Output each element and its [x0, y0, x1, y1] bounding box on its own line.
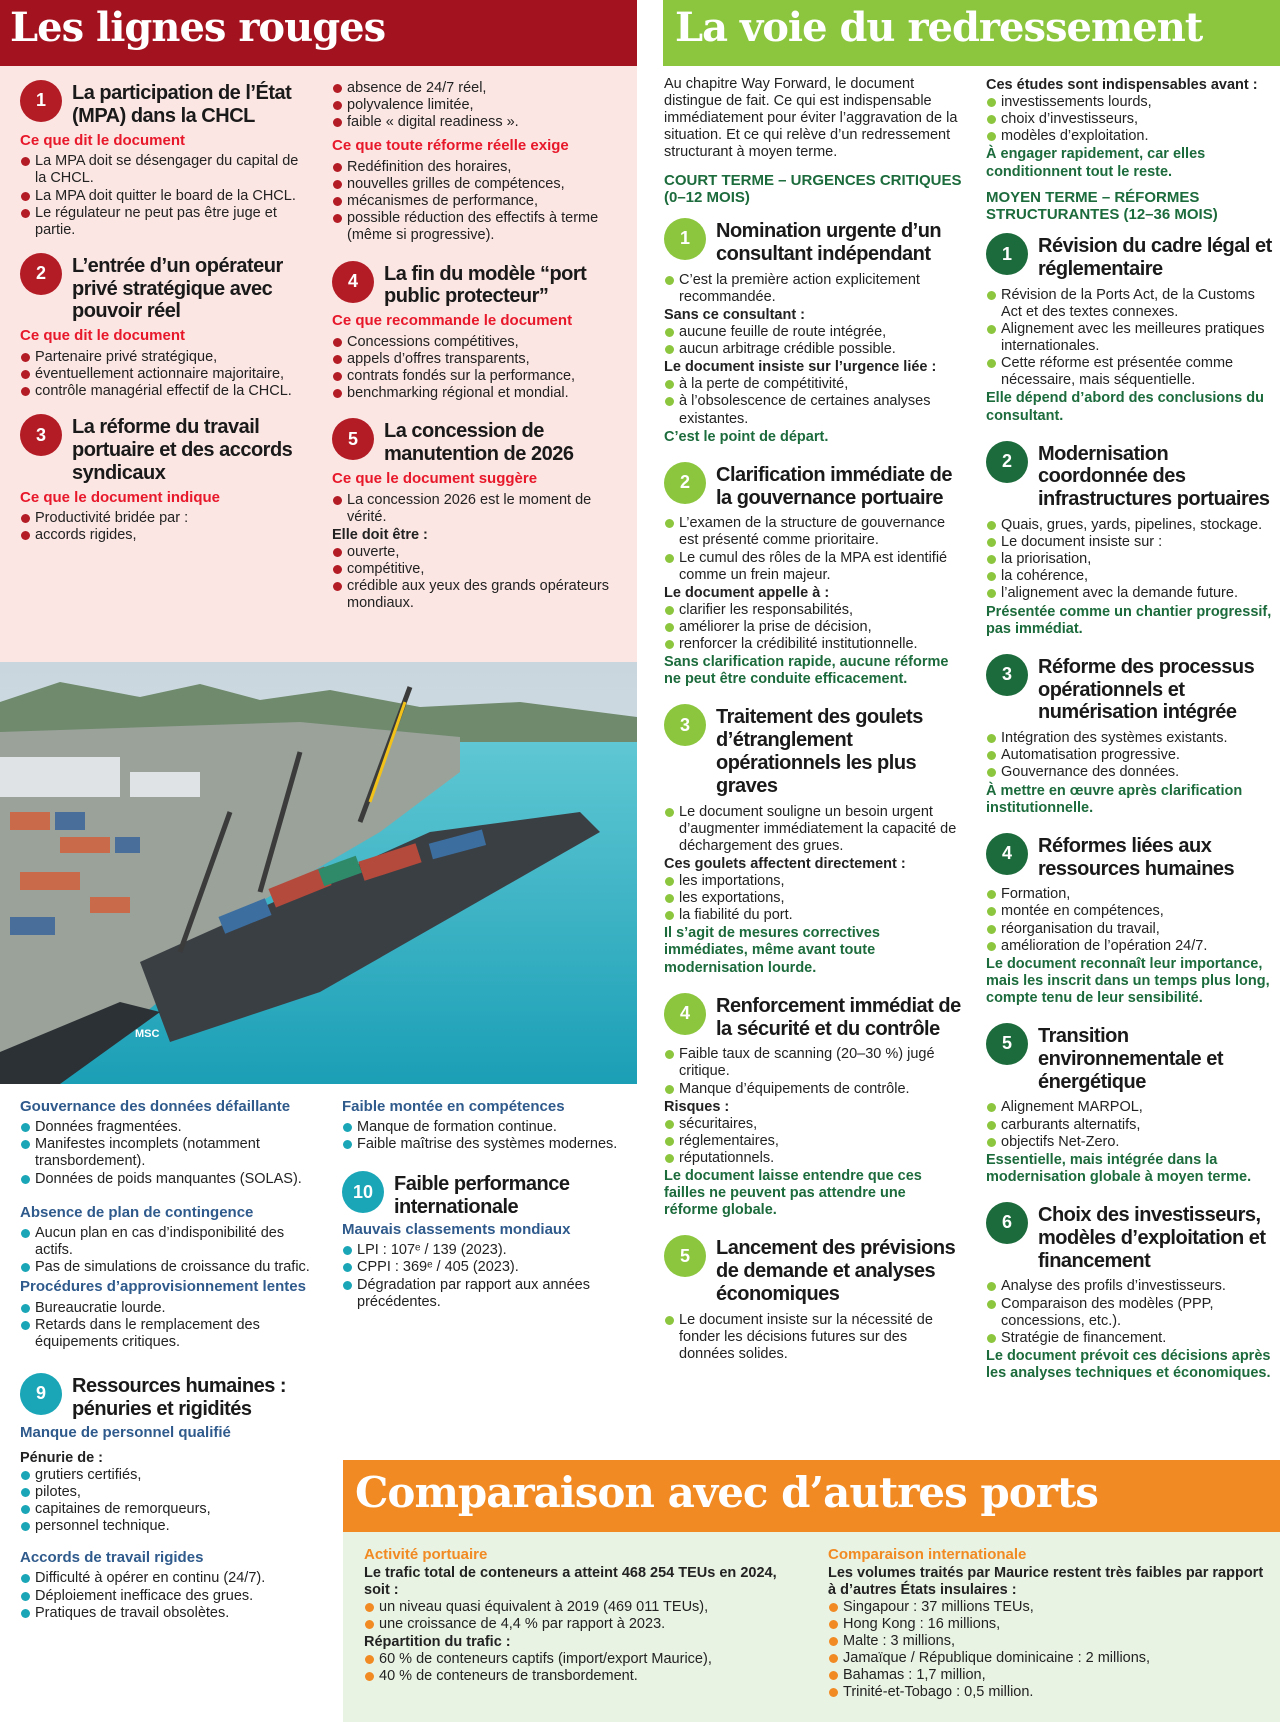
item-title: Transition environnementale et énergétique	[1038, 1025, 1224, 1093]
bullet-list	[664, 804, 962, 855]
intro-text: Au chapitre Way Forward, le document distingue de fait. Ce qui est indispensable immédiatement pour éviter l’aggravation de la situation. Et ce qui relève d’un redressement structurant à moyen terme.	[664, 76, 958, 161]
list-item: modèles d’exploitation.	[986, 128, 1276, 145]
mid-item-6	[986, 1202, 1276, 1272]
ship-label: MSC	[135, 1028, 160, 1040]
bullet-list	[986, 94, 1276, 145]
right-col1	[664, 76, 962, 1363]
number-badge: 2	[664, 462, 706, 504]
compare-banner: Comparaison avec d’autres ports	[343, 1460, 1280, 1532]
list-item: accords rigides,	[20, 527, 310, 544]
number-badge: 1	[986, 233, 1028, 275]
section-heading: Accords de travail rigides	[20, 1549, 204, 1567]
conclusion: Le document reconnaît leur importance, mais les inscrit dans un temps plus long, compte tenu de leur sensibilité.	[986, 955, 1270, 1006]
list-item: nouvelles grilles de compétences,	[332, 176, 622, 193]
list-item: mécanismes de performance,	[332, 193, 622, 210]
short-item-3	[664, 704, 962, 797]
item-sub: Ce que dit le document	[20, 327, 186, 345]
list-item: Difficulté à opérer en continu (24/7).	[20, 1570, 310, 1587]
bullet-list	[342, 1119, 632, 1153]
list-item: Manque d’équipements de contrôle.	[664, 1081, 962, 1098]
item-title: L’entrée d’un opérateur privé stratégique avec pouvoir réel	[72, 254, 283, 323]
section-heading: MOYEN TERME – RÉFORMES STRUCTURANTES (12–36 MOIS)	[986, 188, 1218, 223]
list-item: Stratégie de financement.	[986, 1330, 1276, 1347]
list-item: clarifier les responsabilités,	[664, 602, 962, 619]
compare-right	[828, 1546, 1268, 1702]
list-item: Dégradation par rapport aux années précédentes.	[342, 1277, 632, 1311]
section-heading: COURT TERME – URGENCES CRITIQUES (0–12 MOIS)	[664, 171, 962, 206]
bullet-list	[664, 873, 962, 924]
mid-item-5	[986, 1023, 1276, 1093]
list-item: à la perte de compétitivité,	[664, 376, 962, 393]
conclusion: Essentielle, mais intégrée dans la modernisation globale à moyen terme.	[986, 1151, 1252, 1185]
bullet-list	[986, 730, 1276, 781]
bullet-list	[986, 1099, 1276, 1150]
item-title: Choix des investisseurs, modèles d’exploitation et financement	[1038, 1204, 1266, 1272]
mid-item-1	[986, 233, 1276, 281]
list-item: Déploiement inefficace des grues.	[20, 1588, 310, 1605]
list-item: Partenaire privé stratégique,	[20, 349, 310, 366]
list-item: Analyse des profils d’investisseurs.	[986, 1278, 1276, 1295]
item-title: Traitement des goulets d’étranglement opérationnels les plus graves	[716, 706, 923, 797]
list-item: éventuellement actionnaire majoritaire,	[20, 366, 310, 383]
item-title: Clarification immédiate de la gouvernance portuaire	[716, 463, 952, 509]
section-heading: Procédures d’approvisionnement lentes	[20, 1278, 306, 1296]
list-item: faible « digital readiness ».	[332, 114, 622, 131]
list-item: les importations,	[664, 873, 962, 890]
list-item: Comparaison des modèles (PPP, concessions, etc.).	[986, 1296, 1276, 1330]
bullet-list	[20, 1570, 310, 1621]
list-item: aucune feuille de route intégrée,	[664, 324, 962, 341]
item-2	[20, 253, 310, 323]
bullet-list	[828, 1599, 1268, 1702]
bullet-list	[664, 1312, 962, 1363]
list-item: Pratiques de travail obsolètes.	[20, 1605, 310, 1622]
number-badge: 2	[20, 253, 62, 295]
item-title: Faible performance internationale	[394, 1173, 570, 1219]
bullet-list	[364, 1651, 794, 1685]
list-item: Intégration des systèmes existants.	[986, 730, 1276, 747]
number-badge: 3	[20, 414, 62, 456]
list-item: Singapour : 37 millions TEUs,	[828, 1599, 1268, 1616]
bullet-list	[342, 1242, 632, 1310]
number-badge: 5	[332, 418, 374, 460]
section-heading: Mauvais classements mondiaux	[342, 1221, 571, 1239]
bullet-list	[332, 544, 622, 612]
conclusion: Le document laisse entendre que ces failles ne peuvent pas attendre une réforme globale.	[664, 1168, 922, 1219]
item-label: Répartition du trafic :	[364, 1634, 511, 1651]
conclusion: Le document prévoit ces décisions après les analyses techniques et économiques.	[986, 1347, 1271, 1381]
item-label: Elle doit être :	[332, 526, 428, 543]
bullet-list	[986, 886, 1276, 954]
item-title: La fin du modèle “port public protecteur”	[384, 262, 587, 308]
item-sub: Ce que le document indique	[20, 488, 221, 506]
number-badge: 1	[664, 218, 706, 260]
item-title: Réformes liées aux ressources humaines	[1038, 834, 1235, 880]
conclusion: À engager rapidement, car elles conditionnent tout le reste.	[986, 146, 1206, 180]
conclusion: Sans clarification rapide, aucune réforme ne peut être conduite efficacement.	[664, 654, 949, 688]
item-1	[20, 80, 310, 128]
conclusion: Elle dépend d’abord des conclusions du consultant.	[986, 390, 1264, 424]
list-item: carburants alternatifs,	[986, 1117, 1276, 1134]
left-col2	[332, 80, 622, 612]
list-item: La concession 2026 est le moment de vérité.	[332, 492, 622, 526]
bullet-list	[986, 1278, 1276, 1346]
bullet-list	[20, 510, 310, 544]
mid-item-3	[986, 654, 1276, 724]
list-item: Données de poids manquantes (SOLAS).	[20, 1171, 310, 1188]
list-item: améliorer la prise de décision,	[664, 619, 962, 636]
list-item: C’est la première action explicitement recommandée.	[664, 272, 962, 306]
section-heading: Gouvernance des données défaillante	[20, 1098, 291, 1115]
conclusion: C’est le point de départ.	[664, 428, 829, 445]
number-badge: 2	[986, 441, 1028, 483]
mid-item-4	[986, 833, 1276, 881]
number-badge: 4	[664, 993, 706, 1035]
bullet-list	[664, 602, 962, 653]
list-item: Pas de simulations de croissance du trafic.	[20, 1259, 310, 1276]
list-item: Quais, grues, yards, pipelines, stockage.	[986, 517, 1276, 534]
list-item: Aucun plan en cas d’indisponibilité des actifs.	[20, 1225, 310, 1259]
lower-left-col1	[20, 1098, 310, 1622]
number-badge: 4	[986, 833, 1028, 875]
list-item: les exportations,	[664, 890, 962, 907]
item-sub: Ce que dit le document	[20, 131, 186, 149]
list-item: La MPA doit quitter le board de la CHCL.	[20, 188, 310, 205]
list-item: objectifs Net-Zero.	[986, 1134, 1276, 1151]
list-item: possible réduction des effectifs à terme (même si progressive).	[332, 210, 622, 244]
item-label: Le document insiste sur l’urgence liée :	[664, 359, 937, 376]
list-item: à l’obsolescence de certaines analyses existantes.	[664, 393, 962, 427]
item-label: Ces goulets affectent directement :	[664, 855, 906, 872]
list-item: Le cumul des rôles de la MPA est identifié comme un frein majeur.	[664, 550, 962, 584]
list-item: Alignement avec les meilleures pratiques internationales.	[986, 321, 1276, 355]
list-item: Gouvernance des données.	[986, 764, 1276, 781]
list-item: réorganisation du travail,	[986, 921, 1276, 938]
list-item: montée en compétences,	[986, 903, 1276, 920]
list-item: Automatisation progressive.	[986, 747, 1276, 764]
list-item: choix d’investisseurs,	[986, 111, 1276, 128]
item-title: La concession de manutention de 2026	[384, 420, 574, 466]
list-item: ouverte,	[332, 544, 622, 561]
intro-text: Les volumes traités par Maurice restent très faibles par rapport à d’autres États insulaires :	[828, 1564, 1264, 1598]
number-badge: 5	[986, 1023, 1028, 1065]
list-item: benchmarking régional et mondial.	[332, 385, 622, 402]
list-item: Le document souligne un besoin urgent d’augmenter immédiatement la capacité de déchargement des grues.	[664, 804, 962, 855]
mid-item-2	[986, 441, 1276, 511]
item-title: Révision du cadre légal et réglementaire	[1038, 235, 1272, 280]
bullet-list	[20, 1225, 310, 1276]
list-item: renforcer la crédibilité institutionnelle.	[664, 636, 962, 653]
bullet-list	[332, 159, 622, 245]
bullet-list	[664, 1116, 962, 1167]
number-badge: 3	[664, 704, 706, 746]
list-item: un niveau quasi équivalent à 2019 (469 011 TEUs),	[364, 1599, 794, 1616]
conclusion: Présentée comme un chantier progressif, pas immédiat.	[986, 603, 1272, 637]
list-item: réglementaires,	[664, 1133, 962, 1150]
bullet-list	[332, 492, 622, 526]
item-label: Ces études sont indispensables avant :	[986, 77, 1258, 93]
right-col2	[986, 76, 1276, 1382]
port-illustration	[0, 662, 637, 1084]
list-item: Cette réforme est présentée comme nécessaire, mais séquentielle.	[986, 355, 1276, 389]
item-title: Modernisation coordonnée des infrastructures portuaires	[1038, 442, 1270, 511]
bullet-list	[664, 324, 962, 358]
section-heading: Activité portuaire	[364, 1546, 488, 1563]
compare-left	[364, 1546, 794, 1685]
list-item: grutiers certifiés,	[20, 1467, 310, 1484]
short-item-4	[664, 993, 962, 1041]
item-4	[332, 261, 622, 309]
list-item: la priorisation,	[986, 551, 1276, 568]
conclusion: À mettre en œuvre après clarification institutionnelle.	[986, 782, 1243, 816]
number-badge: 10	[342, 1171, 384, 1213]
list-item: Productivité bridée par :	[20, 510, 310, 527]
item-title: Nomination urgente d’un consultant indépendant	[716, 220, 942, 265]
list-item: 40 % de conteneurs de transbordement.	[364, 1668, 794, 1685]
bullet-list	[664, 272, 962, 306]
bullet-list	[20, 1119, 310, 1187]
number-badge: 3	[986, 654, 1028, 696]
list-item: Faible taux de scanning (20–30 %) jugé critique.	[664, 1046, 962, 1080]
number-badge: 4	[332, 261, 374, 303]
number-badge: 1	[20, 80, 62, 122]
list-item: Manifestes incomplets (notamment transbordement).	[20, 1136, 310, 1170]
bullet-list	[664, 515, 962, 583]
list-item: Hong Kong : 16 millions,	[828, 1616, 1268, 1633]
list-item: aucun arbitrage crédible possible.	[664, 341, 962, 358]
item-title: Ressources humaines : pénuries et rigidités	[72, 1374, 287, 1420]
item-title: Lancement des prévisions de demande et analyses économiques	[716, 1237, 956, 1305]
number-badge: 9	[20, 1373, 62, 1415]
bullet-list	[20, 153, 310, 239]
bullet-list	[986, 517, 1276, 603]
list-item: crédible aux yeux des grands opérateurs mondiaux.	[332, 578, 622, 612]
list-item: Bahamas : 1,7 million,	[828, 1667, 1268, 1684]
list-item: Données fragmentées.	[20, 1119, 310, 1136]
section-heading: Faible montée en compétences	[342, 1098, 565, 1115]
item-label: Risques :	[664, 1098, 730, 1115]
list-item: Faible maîtrise des systèmes modernes.	[342, 1136, 632, 1153]
bullet-list	[20, 1467, 310, 1535]
item-label: Le document appelle à :	[664, 584, 830, 601]
list-item: une croissance de 4,4 % par rapport à 2023.	[364, 1616, 794, 1633]
bullet-list	[20, 1300, 310, 1351]
list-item: contrôle managérial effectif de la CHCL.	[20, 383, 310, 400]
list-item: personnel technique.	[20, 1518, 310, 1535]
section-heading: Comparaison internationale	[828, 1546, 1027, 1563]
list-item: Formation,	[986, 886, 1276, 903]
item-title: Réforme des processus opérationnels et numérisation intégrée	[1038, 655, 1255, 724]
item-3	[20, 414, 310, 484]
list-item: Le régulateur ne peut pas être juge et partie.	[20, 205, 310, 239]
list-item: Le document insiste sur la nécessité de fonder les décisions futures sur des données solides.	[664, 1312, 962, 1363]
section-heading: Manque de personnel qualifié	[20, 1424, 231, 1442]
list-item: sécuritaires,	[664, 1116, 962, 1133]
port-photo	[0, 662, 637, 1084]
list-item: Malte : 3 millions,	[828, 1633, 1268, 1650]
right-banner: La voie du redressement	[663, 0, 1280, 66]
item-9	[20, 1373, 310, 1421]
bullet-list	[364, 1599, 794, 1633]
list-item: la fiabilité du port.	[664, 907, 962, 924]
list-item: Bureaucratie lourde.	[20, 1300, 310, 1317]
intro-text: Le trafic total de conteneurs a atteint 468 254 TEUs en 2024, soit :	[364, 1564, 777, 1598]
number-badge: 5	[664, 1235, 706, 1277]
list-item: amélioration de l’opération 24/7.	[986, 938, 1276, 955]
lower-left-col2	[342, 1098, 632, 1311]
short-item-5	[664, 1235, 962, 1305]
list-item: l’alignement avec la demande future.	[986, 585, 1276, 602]
list-item: investissements lourds,	[986, 94, 1276, 111]
list-item: la cohérence,	[986, 568, 1276, 585]
list-item: compétitive,	[332, 561, 622, 578]
bullet-list	[20, 349, 310, 400]
item-label: Pénurie de :	[20, 1449, 103, 1466]
item-title: La participation de l’État (MPA) dans la CHCL	[72, 82, 292, 127]
list-item: Trinité-et-Tobago : 0,5 million.	[828, 1684, 1268, 1701]
conclusion: Il s’agit de mesures correctives immédiates, même avant toute modernisation lourde.	[664, 925, 880, 976]
item-5	[332, 418, 622, 466]
list-item: Concessions compétitives,	[332, 334, 622, 351]
list-item: CPPI : 369ᵉ / 405 (2023).	[342, 1259, 632, 1276]
list-item: Retards dans le remplacement des équipements critiques.	[20, 1317, 310, 1351]
list-item: Manque de formation continue.	[342, 1119, 632, 1136]
list-item: pilotes,	[20, 1484, 310, 1501]
list-item: L’examen de la structure de gouvernance est présenté comme prioritaire.	[664, 515, 962, 549]
list-item: 60 % de conteneurs captifs (import/export Maurice),	[364, 1651, 794, 1668]
list-item: Le document insiste sur :	[986, 534, 1276, 551]
list-item: Alignement MARPOL,	[986, 1099, 1276, 1116]
list-item: La MPA doit se désengager du capital de la CHCL.	[20, 153, 310, 187]
list-item: LPI : 107ᵉ / 139 (2023).	[342, 1242, 632, 1259]
left-banner: Les lignes rouges	[0, 0, 637, 66]
short-item-1	[664, 218, 962, 266]
item-title: Renforcement immédiat de la sécurité et du contrôle	[716, 994, 961, 1040]
item-sub: Ce que toute réforme réelle exige	[332, 137, 569, 155]
list-item: appels d’offres transparents,	[332, 351, 622, 368]
list-item: réputationnels.	[664, 1150, 962, 1167]
bullet-list	[664, 376, 962, 427]
bullet-list	[332, 334, 622, 402]
item-sub: Ce que le document suggère	[332, 469, 538, 487]
left-col1	[20, 70, 310, 545]
list-item: Jamaïque / République dominicaine : 2 millions,	[828, 1650, 1268, 1667]
item-title: La réforme du travail portuaire et des accords syndicaux	[72, 416, 293, 484]
item-sub: Ce que recommande le document	[332, 312, 573, 330]
list-item: contrats fondés sur la performance,	[332, 368, 622, 385]
number-badge: 6	[986, 1202, 1028, 1244]
bullet-list	[986, 287, 1276, 390]
list-item: capitaines de remorqueurs,	[20, 1501, 310, 1518]
item-10	[342, 1171, 632, 1219]
list-item: absence de 24/7 réel,	[332, 80, 622, 97]
list-item: Redéfinition des horaires,	[332, 159, 622, 176]
list-item: polyvalence limitée,	[332, 97, 622, 114]
item-label: Sans ce consultant :	[664, 306, 806, 323]
short-item-2	[664, 462, 962, 510]
bullet-list	[332, 80, 622, 131]
list-item: Révision de la Ports Act, de la Customs Act et des textes connexes.	[986, 287, 1276, 321]
bullet-list	[664, 1046, 962, 1097]
section-heading: Absence de plan de contingence	[20, 1203, 254, 1221]
